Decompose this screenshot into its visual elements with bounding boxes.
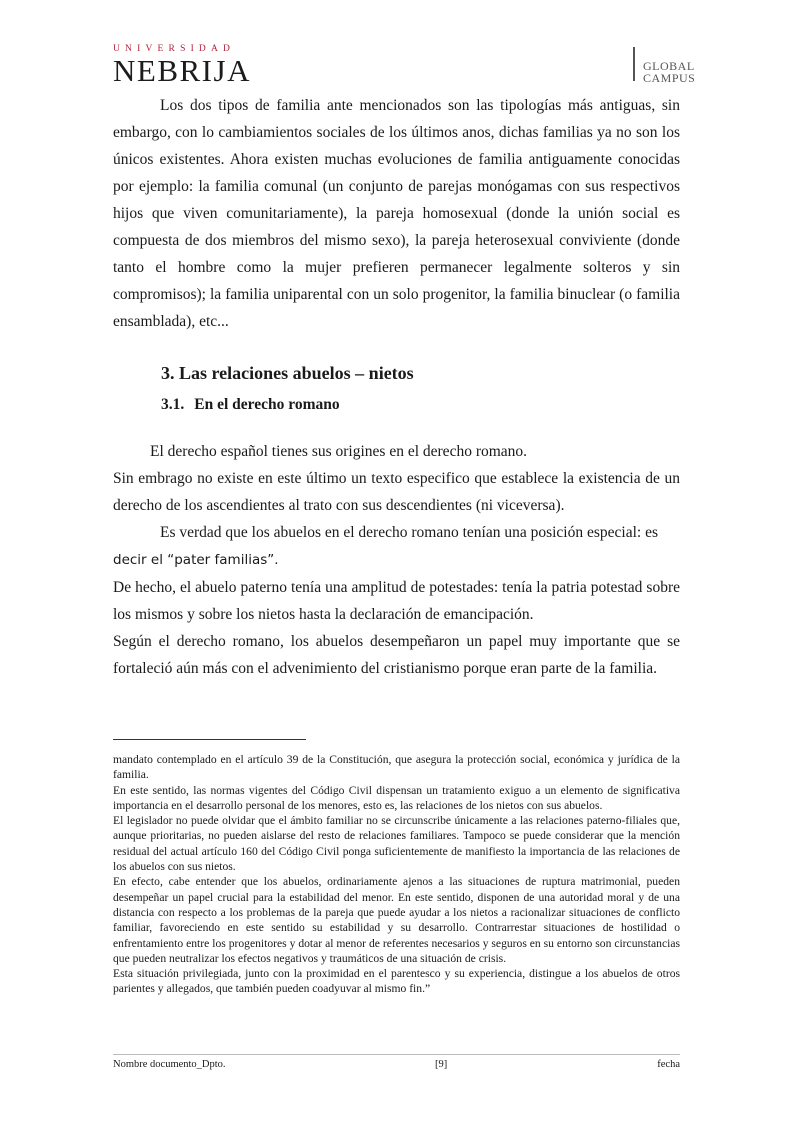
- paragraph-6: Según el derecho romano, los abuelos desempeñaron un papel muy importante que se fortaleció aún más con el advenimiento del cristianismo porque eran parte de la familia.: [113, 633, 680, 677]
- university-logo: [113, 44, 251, 87]
- subsection-heading-3-1: [161, 396, 340, 414]
- body-paragraph-1: [113, 92, 680, 335]
- footnote-paragraph: En este sentido, las normas vigentes del Código Civil dispensan un tratamiento exiguo a un elemento de significativa importancia en el desarrollo personal de los menores, esto es, las relaciones de los nietos con sus abuelos.: [113, 783, 680, 812]
- footnote-separator: [113, 739, 306, 740]
- campus-line-1: GLOBAL: [643, 59, 695, 73]
- section-body: [113, 438, 680, 682]
- campus-divider: [633, 47, 635, 81]
- footnote-paragraph: El legislador no puede olvidar que el ámbito familiar no se circunscribe únicamente a las relaciones paterno-filiales que, aunque prioritarias, no pueden aislarse del resto de relaciones familiares. Tampoco se puede considerar que la mención residual del actual artículo 160 del Código Civil ponga suficientemente de manifiesto la importancia de las relaciones de los abuelos con sus nietos.: [113, 814, 680, 874]
- footer-date: fecha: [657, 1059, 680, 1070]
- campus-line-2: CAMPUS: [643, 71, 696, 85]
- footnote-paragraph: mandato contemplado en el artículo 39 de la Constitución, que asegura la protección social, económica y jurídica de la familia.: [113, 753, 680, 782]
- paragraph-2: El derecho español tienes sus origines en el derecho romano.: [150, 443, 528, 460]
- footer-page-number: [9]: [435, 1059, 448, 1070]
- paragraph-5: De hecho, el abuelo paterno tenía una amplitud de potestades: tenía la patria potestad sobre los mismos y sobre los nietos hasta la declaración de emancipación.: [113, 579, 680, 623]
- pater-familias-text: decir el “pater familias”.: [113, 552, 279, 568]
- global-campus-label: [643, 60, 695, 84]
- paragraph-3: Sin embrago no existe en este último un texto especifico que establece la existencia de un derecho de los ascendientes al trato con sus descendientes (ni viceversa).: [113, 470, 680, 514]
- logo-nebrija-wordmark: NEBRIJA: [113, 53, 251, 88]
- section-heading-3: 3. Las relaciones abuelos – nietos: [161, 363, 414, 383]
- subsection-number: 3.1.: [161, 396, 185, 413]
- footnote-paragraph: Esta situación privilegiada, junto con la proximidad en el parentesco y su experiencia, distingue a los abuelos de otros parientes y allegados, que también pueden coadyuvar al mismo fin.”: [113, 967, 680, 996]
- paragraph-4-continuation: [113, 546, 680, 574]
- footer-document-name: Nombre documento_Dpto.: [113, 1059, 226, 1070]
- subsection-title: En el derecho romano: [194, 396, 340, 413]
- logo-university-label: UNIVERSIDAD: [113, 44, 236, 54]
- footnote-paragraph: En efecto, cabe entender que los abuelos, ordinariamente ajenos a las situaciones de ruptura matrimonial, pueden desempeñar un papel crucial para la estabilidad del menor. En este sentido, disponen de una autoridad moral y de una distancia con respecto a los problemas de la pareja que puede ayudar a los nietos a racionalizar situaciones de conflicto familiar, favoreciendo en este sentido su estabilidad y su desarrollo. Contrarrestar situaciones de hostilidad o enfrentamiento entre los progenitores y dotar al menor de referentes necesarios y seguros en su entorno son circunstancias que pueden neutralizar los efectos negativos y traumáticos de una situación de crisis.: [113, 875, 680, 965]
- footnotes: [113, 752, 680, 997]
- footer-rule: [113, 1054, 680, 1055]
- paragraph-4: Es verdad que los abuelos en el derecho romano tenían una posición especial: es: [160, 524, 658, 541]
- paragraph-text: Los dos tipos de familia ante mencionados son las tipologías más antiguas, sin embargo, con lo cambiamientos sociales de los últimos anos, dichas familias ya no son los únicos existentes. Ahora existen muchas evoluciones de familia antiguamente conocidas por ejemplo: la familia comunal (un conjunto de parejas monógamas con sus respectivos hijos que viven comunitariamente), la pareja homosexual (donde la unión social es compuesta de dos miembros del mismo sexo), la pareja heterosexual conviviente (donde tanto el hombre como la mujer prefieren permanecer legalmente solteros y sin compromisos); la familia uniparental con un solo progenitor, la familia binuclear (o familia ensamblada), etc...: [113, 97, 680, 330]
